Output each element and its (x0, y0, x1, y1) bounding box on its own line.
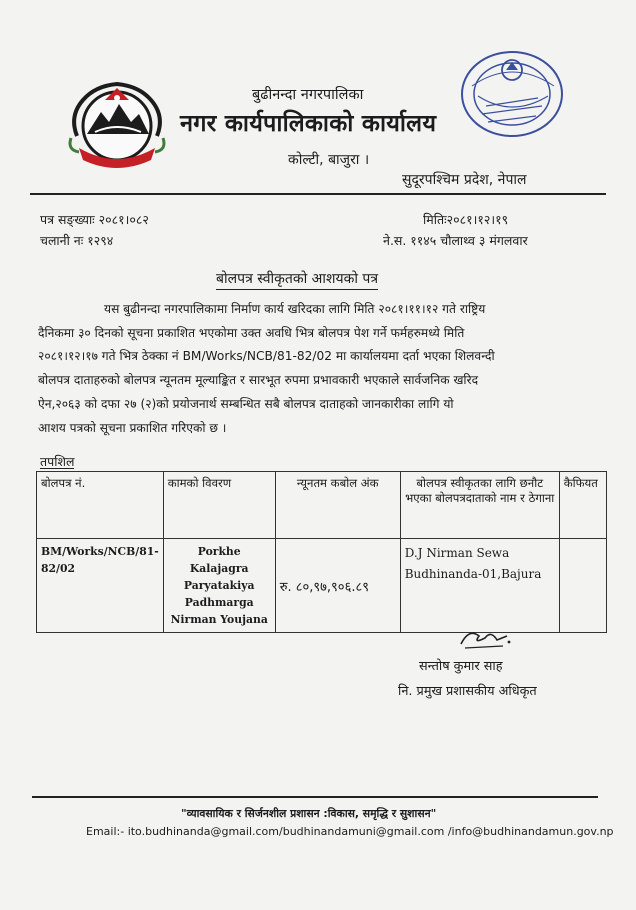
bid-number-cell: BM/Works/NCB/81-82/02 (37, 539, 164, 633)
office-title: नगर कार्यपालिकाको कार्यालय (180, 109, 437, 137)
bidder-cell (400, 539, 559, 633)
footer-email: Email:- ito.budhinanda@gmail.com/budhinandamuni@gmail.com /info@budhinandamun.gov.np (86, 825, 614, 838)
bidder-name: D.J Nirman Sewa (404, 546, 510, 560)
body-line: यस बुढीनन्दा नगरपालिकामा निर्माण कार्य खरिदका लागि मिति २०८१।११।१२ गते राष्ट्रिय (104, 302, 486, 316)
header-divider (30, 193, 606, 195)
header-cell: कामको विवरण (163, 472, 275, 539)
body-line: बोलपत्र दाताहरुको बोलपत्र न्यूनतम मूल्याङ्कित र सारभूत रुपमा प्रभावकारी भएकाले सार्वजनिक खरिद (38, 373, 479, 388)
footer-slogan: "व्यावसायिक र सिर्जनशील प्रशासन :विकास, समृद्धि र सुशासन" (181, 807, 437, 820)
bidder-address: Budhinanda-01,Bajura (404, 567, 542, 581)
work-description-cell: Porkhe Kalajagra Paryatakiya Padhmarga Nirman Youjana (163, 539, 275, 633)
body-line: दैनिकमा ३० दिनको सूचना प्रकाशित भएकोमा उक्त अवधि भित्र बोलपत्र पेश गर्ने फर्महरुमध्ये मिति (38, 325, 465, 340)
signature-mark (455, 622, 515, 652)
header-cell: न्यूनतम कबोल अंक (275, 472, 400, 539)
municipality-name: बुढीनन्दा नगरपालिका (252, 87, 364, 103)
header-cell: बोलपत्र स्वीकृतका लागि छनौट भएका बोलपत्रदाताको नाम र ठेगाना (400, 472, 559, 539)
government-emblem-icon (65, 78, 169, 176)
nepal-sambat-date: ने.स. ११४५ चौलाथ्व ३ मंगलवार (383, 233, 528, 248)
details-label: तपशिल (40, 454, 75, 469)
body-line: २०८१।१२।१७ गते भित्र ठेक्का नं BM/Works/NCB/81-82/02 मा कार्यालयमा दर्ता भएका शिलवन्दी (38, 349, 495, 364)
header-cell: बोलपत्र नं. (37, 472, 164, 539)
amount-cell: रु. ८०,९७,९०६.८९ (275, 539, 400, 633)
signatory-title: नि. प्रमुख प्रशासकीय अधिकृत (398, 684, 537, 699)
footer-divider (32, 796, 598, 798)
dispatch-number: चलानी नः १२९४ (40, 233, 114, 248)
office-seal-icon (458, 46, 566, 140)
bid-table (36, 471, 607, 633)
province-name: सुदूरपश्चिम प्रदेश, नेपाल (402, 172, 527, 188)
letter-date: मितिः२०८१।१२।१९ (423, 212, 509, 227)
body-line: आशय पत्रको सूचना प्रकाशित गरिएको छ । (38, 420, 227, 435)
header-cell: कैफियत (559, 472, 606, 539)
signatory-name: सन्तोष कुमार साह (419, 659, 503, 674)
body-line: ऐन,२०६३ को दफा २७ (२)को प्रयोजनार्थ सम्बन्धित सबै बोलपत्र दाताहको जानकारीका लागि यो (38, 396, 454, 411)
body-paragraph (38, 298, 596, 440)
letter-number: पत्र सङ्ख्याः २०८१।०८२ (40, 212, 149, 227)
office-location: कोल्टी, बाजुरा । (288, 152, 370, 168)
remarks-cell (559, 539, 606, 633)
table-header-row (37, 472, 607, 539)
table-row (37, 539, 607, 633)
subject-heading: बोलपत्र स्वीकृतको आशयको पत्र (216, 269, 378, 290)
